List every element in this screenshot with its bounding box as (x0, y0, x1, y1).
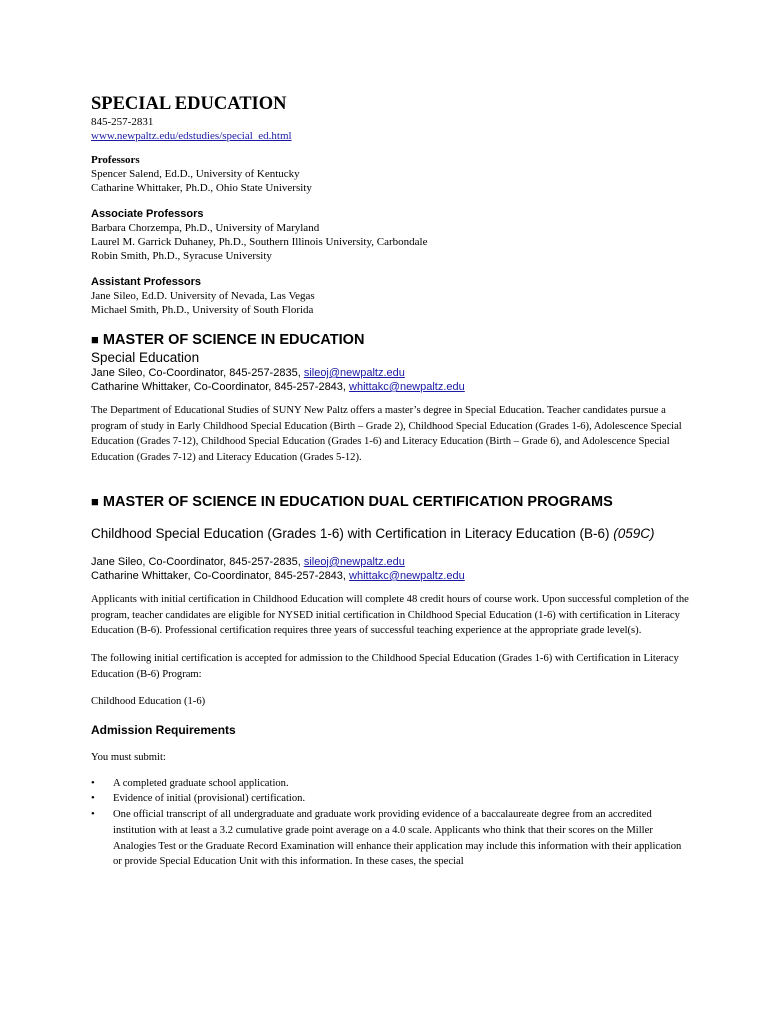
coordinator-line (91, 569, 691, 583)
assistant-professors-heading: Assistant Professors (91, 276, 202, 288)
admission-requirements-heading: Admission Requirements (91, 723, 236, 738)
coordinator-line (91, 380, 691, 394)
dual-cert-paragraph: Applicants with initial certification in Childhood Education will complete 48 credit hours of course work. Upon successful completion of the program, teacher candidates are eligible for NYSED initial certification in Childhood Special Education (1-6) with certification in Literacy Education (B-6). Professional certification requires three years of successful teaching experience at the appropriate grade level(s). (91, 593, 689, 637)
coordinator-line (91, 366, 691, 380)
dual-cert-subheading-text: Childhood Special Education (Grades 1-6) with Certification in Literacy Education (B-6) (91, 525, 614, 541)
you-must-submit: You must submit: (91, 752, 166, 764)
dual-cert-subheading (91, 525, 691, 542)
sileo-email-link[interactable]: sileoj@newpaltz.edu (303, 555, 405, 568)
faculty-member: Michael Smith, Ph.D., University of South Florida (91, 304, 314, 316)
bullet-icon: • (91, 777, 95, 789)
list-item (91, 791, 691, 807)
department-phone: 845-257-2831 (91, 116, 154, 128)
ms-education-heading-text: MASTER OF SCIENCE IN EDUCATION (102, 332, 365, 348)
ms-education-subheading: Special Education (91, 350, 200, 365)
faculty-member: Spencer Salend, Ed.D., University of Kentucky (91, 168, 300, 180)
whittaker-email-link[interactable]: whittakc@newpaltz.edu (349, 569, 465, 582)
ms-education-paragraph: The Department of Educational Studies of SUNY New Paltz offers a master’s degree in Special Education. Teacher candidates pursue a program of study in Early Childhood Special Education (Birth – Grade 2), Childhood Special Education (Grades 1-6), Adolescence Special Education (Grades 7-12), Childhood Special Education (Grades 1-6) and Literacy Education (Birth – Grade 6), and Adolescence Special Education (Grades 7-12) and Literacy Education (Grades 5-12). (91, 405, 682, 464)
whittaker-email-link[interactable]: whittakc@newpaltz.edu (349, 381, 465, 393)
coordinator-line (91, 555, 691, 569)
associate-professors-heading: Associate Professors (91, 208, 204, 220)
faculty-member: Jane Sileo, Ed.D. University of Nevada, Las Vegas (91, 290, 315, 302)
ms-education-heading (91, 331, 691, 349)
dual-cert-heading (91, 493, 691, 511)
faculty-member: Barbara Chorzempa, Ph.D., University of Maryland (91, 222, 320, 234)
list-item-text: Evidence of initial (provisional) certification. (113, 793, 306, 805)
list-item-text: A completed graduate school application. (113, 777, 289, 789)
list-item (91, 807, 691, 870)
coordinator-text: Jane Sileo, Co-Coordinator, 845-257-2835, (91, 367, 304, 379)
page-title: SPECIAL EDUCATION (91, 94, 287, 114)
faculty-member: Catharine Whittaker, Ph.D., Ohio State University (91, 182, 312, 194)
department-url-link[interactable]: www.newpaltz.edu/edstudies/special_ed.html (91, 130, 292, 142)
bullet-icon: • (91, 793, 95, 805)
accepted-certification-item: Childhood Education (1-6) (91, 696, 206, 708)
bullet-icon: • (91, 809, 95, 821)
coordinator-text: Jane Sileo, Co-Coordinator, 845-257-2835, (91, 555, 304, 568)
list-item-text: One official transcript of all undergraduate and graduate work providing evidence of a baccalaureate degree from an accredited institution with at least a 3.2 cumulative grade point average on a 4.0 scale. Applicants who think that their scores on the Miller Analogies Test or the Graduate Record Examination will enhance their application may include this information with their application or provide Special Education Unit with this information. In these cases, the special (113, 809, 682, 868)
faculty-member: Robin Smith, Ph.D., Syracuse University (91, 250, 272, 262)
sileo-email-link[interactable]: sileoj@newpaltz.edu (303, 367, 405, 379)
dual-cert-heading-text: MASTER OF SCIENCE IN EDUCATION DUAL CERTIFICATION PROGRAMS (102, 493, 613, 510)
program-code: (059C) (613, 525, 655, 541)
coordinator-text: Catharine Whittaker, Co-Coordinator, 845-257-2843, (91, 381, 350, 393)
list-item (91, 776, 691, 792)
square-bullet-icon: ■ (91, 493, 99, 509)
square-bullet-icon: ■ (91, 332, 99, 347)
faculty-member: Laurel M. Garrick Duhaney, Ph.D., Southern Illinois University, Carbondale (91, 236, 428, 248)
accepted-certification-paragraph: The following initial certification is accepted for admission to the Childhood Special Education (Grades 1-6) with Certification in Literacy Education (B-6) Program: (91, 652, 679, 680)
professors-heading: Professors (91, 154, 140, 166)
coordinator-text: Catharine Whittaker, Co-Coordinator, 845-257-2843, (91, 569, 350, 582)
requirements-list (91, 776, 691, 870)
document-page (91, 93, 691, 870)
